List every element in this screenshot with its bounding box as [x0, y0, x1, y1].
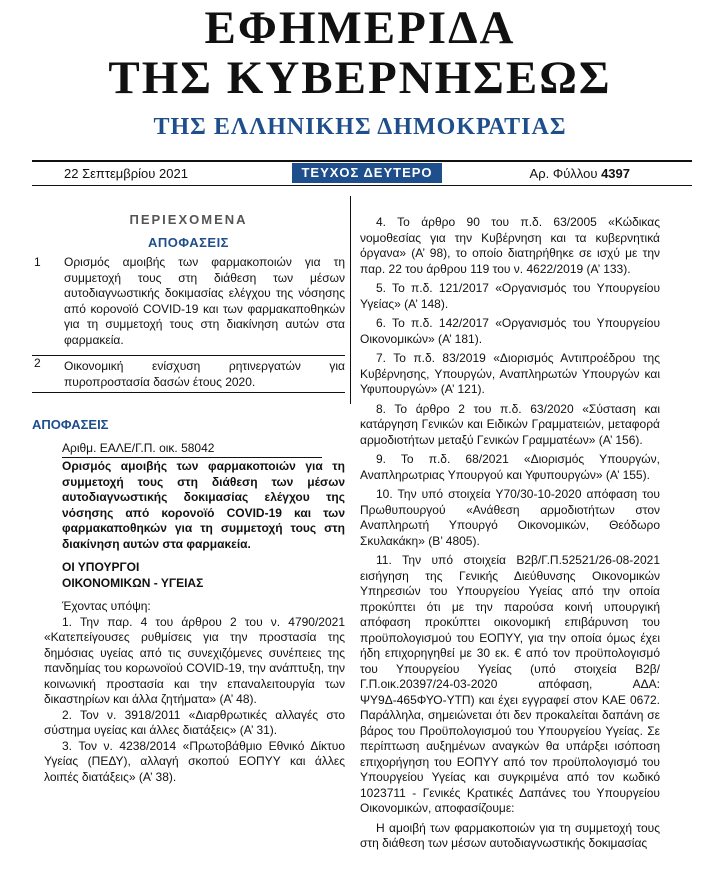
decision-title: Ορισμός αμοιβής των φαρμακοποιών για τη συμμετοχή τους στη διάθεση των μέσων αυτοδιαγνωστικής δοκιμασίας ελέγχου της νόσησης από κορονοϊό COVID-19 και των φαρμακαποθηκών για τη συμμετοχή τους στη διακίνηση αυτών στα φαρμακεία. [62, 459, 345, 551]
ministers-line1: ΟΙ ΥΠΟΥΡΓΟΙ [62, 560, 140, 574]
decisions-heading: ΑΠΟΦΑΣΕΙΣ [32, 417, 109, 432]
decision-reference: Αριθμ. ΕΑΛΕ/Γ.Π. οικ. 58042 [62, 440, 215, 455]
consideration-paragraph: 9. Το π.δ. 68/2021 «Διορισμός Υπουργών, Αναπληρωτριας Υπουργού και Υφυπουργών» (Α’ 155). [360, 452, 660, 482]
contents-item-number: 2 [34, 356, 41, 370]
contents-item-number: 1 [34, 255, 41, 269]
reference-rule [62, 457, 322, 458]
issue-label: ΤΕΥΧΟΣ ΔΕΥΤΕΡΟ [292, 163, 442, 183]
consideration-paragraph: 1. Την παρ. 4 του άρθρου 2 του ν. 4790/2021 «Κατεπείγουσες ρυθμίσεις για την προστασία της δημόσιας υγείας από τις συνεχιζόμενες συνέπειες της πανδημίας του κορωνοϊού COVID-19, την ανάπτυξη, την κοινωνική προστασία και την επαναλειτουργία των δικαστηρίων και άλλα ζητήματα» (Α’ 48). [44, 614, 345, 706]
contents-title: ΠΕΡΙΕΧΟΜΕΝΑ [129, 212, 248, 227]
left-column [32, 212, 345, 785]
issue-date: 22 Σεπτεμβρίου 2021 [64, 166, 188, 181]
right-column [360, 215, 660, 856]
contents-item [32, 355, 345, 393]
ministers-heading [32, 560, 345, 591]
gazette-title-line1: ΕΦΗΜΕΡΙΔΑ [204, 2, 516, 54]
issue-info-bar [32, 163, 692, 185]
top-divider [32, 160, 692, 162]
sheet-label: Αρ. Φύλλου [529, 166, 598, 181]
consideration-paragraph: 5. Το π.δ. 121/2017 «Οργανισμός του Υπουργείου Υγείας» (Α’ 148). [360, 281, 660, 311]
sheet-number [530, 166, 630, 181]
consideration-paragraph: 4. Το άρθρο 90 του π.δ. 63/2005 «Κώδικας νομοθεσίας για την Κυβέρνηση και τα κυβερνητικά όργανα» (Α’ 98), το οποίο διατηρήθηκε σε ισχύ με την παρ. 22 του άρθρου 119 του ν. 4622/2019 (Α’ 133). [360, 215, 660, 276]
bottom-divider [32, 185, 692, 186]
consideration-paragraph: 2. Τον ν. 3918/2011 «Διαρθρωτικές αλλαγές στο σύστημα υγείας και άλλες διατάξεις» (Α’ 31). [44, 707, 345, 737]
having-regard: Έχοντας υπόψη: [62, 599, 151, 613]
contents-item-text: Ορισμός αμοιβής των φαρμακοποιών για τη συμμετοχή τους στη διάθεση των μέσων αυτοδιαγνωστικής δοκιμασίας ελέγχου της νόσησης από κορονοϊό COVID-19 και των φαρμακαποθηκών για τη συμμετοχή τους στη διακίνηση αυτών στα φαρμακεία. [64, 255, 345, 347]
consideration-paragraph: 10. Την υπό στοιχεία Υ70/30-10-2020 απόφαση του Πρωθυπουργού «Ανάθεση αρμοδιοτήτων στον Αναπληρωτή Υπουργό Οικονομικών, Θεόδωρο Σκυλακάκη» (Β’ 4805). [360, 487, 660, 548]
contents-section-title: ΑΠΟΦΑΣΕΙΣ [148, 234, 229, 250]
consideration-paragraph: 3. Τον ν. 4238/2014 «Πρωτοβάθμιο Εθνικό Δίκτυο Υγείας (ΠΕΔΥ), αλλαγή σκοπού ΕΟΠΥΥ και άλλες λοιπές διατάξεις» (Α’ 38). [44, 738, 345, 784]
contents-item-text: Οικονομική ενίσχυση ρητινεργατών για πυροπροστασία δασών έτους 2020. [64, 359, 345, 389]
consideration-paragraph: 11. Την υπό στοιχεία Β2β/Γ.Π.52521/26-08-2021 εισήγηση της Γενικής Διεύθυνσης Οικονομικών Υπηρεσιών του Υπουργείου Υγείας από την οποία προκύπτει ότι με την παρούσα κοινή υπουργική απόφαση προκύπτει οικονομική επιβάρυνση του προϋπολογισμού του ΕΟΠΥΥ, για την οποία όμως έχει ήδη επιχορηγηθεί με 30 εκ. € από τον προϋπολογισμό του Υπουργείου Υγείας (υπό στοιχεία Β2β/Γ.Π.οικ.20397/24-03-2020 απόφαση, ΑΔΑ: ΨΥ9Δ-465ΦΥΟ-ΥΤΠ) και έχει εγγραφεί στον ΚΑΕ 0672. Παράλληλα, σημειώνεται ότι δεν προκαλείται δαπάνη σε βάρος του Προϋπολογισμού του Υπουργείου Υγείας. Σε περίπτωση αυξημένων αναγκών θα υπάρξει ισόποση επιχορήγηση του ΕΟΠΥΥ από τον προϋπολογισμό του Υπουργείου Υγείας και συγκριμένα από τον κωδικό 1023711 - Γενικές Κρατικές Δαπάνες του Υπουργείου Οικονομικών, αποφασίζουμε: [360, 553, 660, 815]
sheet-number-value: 4397 [601, 166, 630, 181]
decision-body-text: Η αμοιβή των φαρμακοποιών για τη συμμετοχή τους στη διάθεση των μέσων αυτοδιαγνωστικής δοκιμασίας [360, 820, 660, 850]
consideration-paragraph: 6. Το π.δ. 142/2017 «Οργανισμός του Υπουργείου Οικονομικών» (Α’ 181). [360, 316, 660, 346]
contents-item [32, 255, 345, 350]
column-divider [350, 196, 351, 404]
consideration-paragraph: 7. Το π.δ. 83/2019 «Διορισμός Αντιπροέδρου της Κυβέρνησης, Υπουργών, Αναπληρωτών Υπουργών και Υφυπουργών» (Α’ 121). [360, 351, 660, 396]
consideration-paragraph: 8. Το άρθρο 2 του π.δ. 63/2020 «Σύσταση και κατάργηση Γενικών και Ειδικών Γραμματειών, μεταφορά αρμοδιοτήτων μεταξύ Γενικών Γραμματέων» (Α’ 156). [360, 401, 660, 447]
ministers-line2: ΟΙΚΟΝΟΜΙΚΩΝ - ΥΓΕΙΑΣ [62, 575, 204, 590]
gazette-subtitle: ΤΗΣ ΕΛΛΗΝΙΚΗΣ ΔΗΜΟΚΡΑΤΙΑΣ [153, 114, 567, 140]
gazette-title-line2: ΤΗΣ ΚΥΒΕΡΝΗΣΕΩΣ [108, 52, 612, 104]
